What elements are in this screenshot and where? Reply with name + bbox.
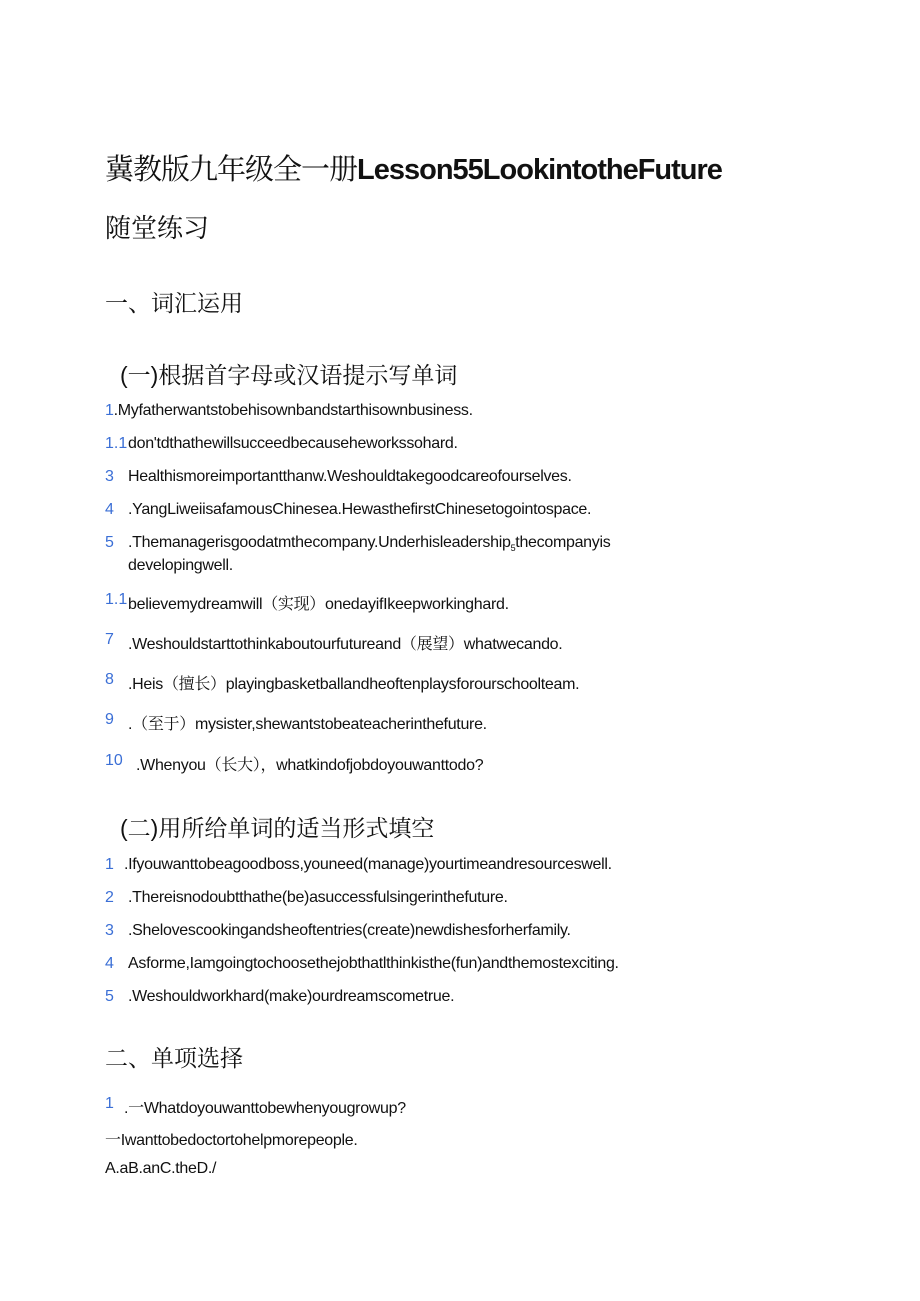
item-number: 1 [105, 1095, 114, 1112]
section-multiple-choice-heading: 二、单项选择 [105, 1045, 243, 1071]
item-text: .Myfatherwantstobehisownbandstarthisownbusiness. [113, 402, 473, 419]
item-text: don'tdthathewillsucceedbecauseheworkssohard. [128, 435, 458, 452]
item-number: 4 [105, 501, 114, 518]
item-number: 1 [105, 402, 114, 419]
item-text [128, 534, 610, 553]
item-text: .Weshouldworkhard(make)ourdreamscometrue. [128, 988, 455, 1005]
item-number: 9 [105, 711, 114, 728]
answer-options: A.aB.anC.theD./ [105, 1160, 217, 1177]
item-text: .Heis（擅长）playingbasketballandheoftenplaysforourschoolteam. [128, 676, 580, 693]
document-subtitle: 随堂练习 [105, 213, 210, 243]
subscript: 5 [510, 543, 516, 554]
item-number: 5 [105, 988, 114, 1005]
item-text-tail: thecompanyis [515, 534, 611, 551]
question-line: .一Whatdoyouwanttobewhenyougrowup? [124, 1100, 406, 1117]
item-number: 5 [105, 534, 114, 551]
part-two-heading: (二)用所给单词的适当形式填空 [120, 815, 435, 841]
item-text: .Shelovescookingandsheoftentries(create)newdishesforherfamily. [128, 922, 571, 939]
item-text: Healthismoreimportantthanw.Weshouldtakegoodcareofourselves. [128, 468, 572, 485]
item-text-main: .Themanagerisgoodatmthecompany.Underhisleadership [128, 534, 511, 551]
item-number: 3 [105, 468, 114, 485]
item-text: .Weshouldstarttothinkaboutourfutureand（展望）whatwecando. [128, 636, 563, 653]
item-number: 3 [105, 922, 114, 939]
item-text: .（至于）mysister,shewantstobeateacherinthefuture. [128, 716, 487, 733]
item-number: 1.1 [105, 591, 128, 608]
answer-line: 一Iwanttobedoctortohelpmorepeople. [105, 1132, 358, 1149]
item-number: 1 [105, 856, 114, 873]
item-number: 2 [105, 889, 114, 906]
item-text: believemydreamwill（实现）onedayifIkeepworkinghard. [128, 596, 509, 613]
item-text: .Ifyouwanttobeagoodboss,youneed(manage)yourtimeandresourceswell. [124, 856, 612, 873]
item-text: .YangLiweiisafamousChinesea.HewasthefirstChinesetogointospace. [128, 501, 592, 518]
item-number: 4 [105, 955, 114, 972]
title-english: Lesson55LookintotheFuture [357, 154, 722, 186]
list-item [105, 402, 473, 420]
item-text-continued: developingwell. [128, 557, 233, 574]
title-chinese: 冀教版九年级全一册 [105, 154, 358, 186]
part-one-heading: (一)根据首字母或汉语提示写单词 [120, 362, 458, 388]
item-number: 8 [105, 671, 114, 688]
item-number: 10 [105, 752, 123, 769]
item-number: 7 [105, 631, 114, 648]
item-text: Asforme,Iamgoingtochoosethejobthatlthinkisthe(fun)andthemostexciting. [128, 955, 619, 972]
section-vocabulary-heading: 一、词汇运用 [105, 290, 243, 316]
item-number: 1.1 [105, 435, 128, 452]
item-text: .Thereisnodoubtthathe(be)asuccessfulsingerinthefuture. [128, 889, 508, 906]
item-text: .Whenyou（长大），whatkindofjobdoyouwanttodo? [136, 757, 484, 774]
document-title [105, 147, 722, 188]
